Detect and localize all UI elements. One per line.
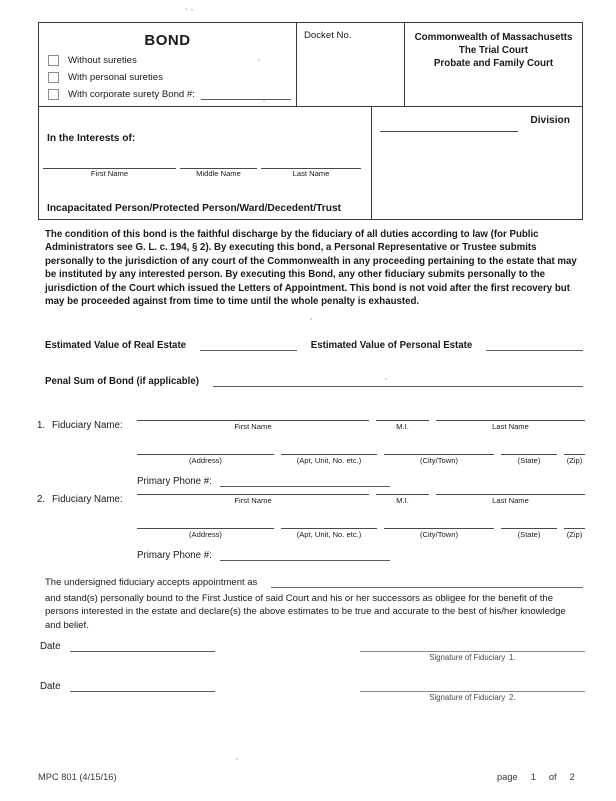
court-line-commonwealth: Commonwealth of Massachusetts [414, 32, 573, 43]
checkbox-row-with-corporate-surety[interactable] [48, 89, 296, 100]
signature-input-2[interactable] [360, 680, 585, 692]
scan-speckle [185, 8, 187, 10]
appointment-capacity-input[interactable] [271, 576, 583, 588]
checkbox-label-without-sureties: Without sureties [68, 55, 137, 66]
fiduciary-1-caption-zip: (Zip) [566, 456, 583, 465]
estimated-personal-estate-input[interactable] [486, 339, 583, 351]
fiduciary-1-name-label: Fiduciary Name: [52, 420, 123, 431]
signature-caption-text-2: Signature of Fiduciary [429, 693, 506, 702]
checkbox-with-personal-sureties[interactable] [48, 72, 59, 83]
division-label: Division [530, 115, 570, 126]
undersigned-body-text: and stand(s) personally bound to the First Justice of said Court and his or her successors as obligee for the benefit of the persons interested in the estate and declare(s) the above estimates to be true and accurate to the best of his/her knowledge and belief. [45, 593, 566, 631]
fiduciary-1-number: 1. [37, 420, 46, 431]
fiduciary-2-name-label: Fiduciary Name: [52, 494, 123, 505]
fiduciary-2-address-row [37, 517, 585, 539]
checkbox-without-sureties[interactable] [48, 55, 59, 66]
fiduciary-1-middle-initial-input[interactable] [376, 409, 429, 421]
caption-last-name: Last Name [292, 169, 330, 178]
header-top-row [39, 23, 582, 107]
in-the-interests-of-cell [39, 107, 372, 219]
fiduciary-1-first-name-input[interactable] [137, 409, 369, 421]
fiduciary-1-city-input[interactable] [384, 443, 494, 455]
checkbox-label-with-personal-sureties: With personal sureties [68, 72, 163, 83]
fiduciary-2-first-name-input[interactable] [137, 483, 369, 495]
signature-caption-text-1: Signature of Fiduciary [429, 653, 506, 662]
division-cell [372, 107, 582, 219]
fiduciary-2-apt-input[interactable] [281, 517, 377, 529]
caption-middle-name: Middle Name [196, 169, 241, 178]
signature-caption-number-2: 2. [509, 693, 516, 702]
checkbox-with-corporate-surety[interactable] [48, 89, 59, 100]
fiduciary-2-name-row [37, 483, 585, 505]
signature-block-2 [40, 680, 585, 702]
appointment-capacity-row [45, 576, 583, 588]
fiduciary-2-zip-input[interactable] [564, 517, 585, 529]
court-identification-cell [405, 23, 582, 106]
bond-type-cell [39, 23, 297, 106]
fiduciary-1-last-name-input[interactable] [436, 409, 585, 421]
fiduciary-2-middle-initial-input[interactable] [376, 483, 429, 495]
form-header-table [38, 22, 583, 220]
scan-speckle [191, 9, 193, 11]
subject-name-captions [43, 169, 363, 178]
fiduciary-2-caption-middle-initial: M.I. [396, 496, 409, 505]
docket-number-label: Docket No. [304, 30, 352, 41]
fiduciary-1-caption-city: (City/Town) [420, 456, 458, 465]
page-title: BOND [144, 32, 191, 49]
fiduciary-2-phone-row [37, 549, 585, 561]
date-input-1[interactable] [70, 640, 215, 652]
scan-speckle [310, 318, 312, 320]
bond-condition-paragraph: The condition of this bond is the faithful discharge by the fiduciary of all duties according to law (for Public Administrators see G. L. c. 194, § 2). By executing this bond, a Personal Representative or Trustee submits personally to the jurisdiction of any court of the Commonwealth in any proceeding pertaining to the estate that may be instituted by any interested person. By executing this Bond, any other fiduciary submits personally to the jurisdiction of the Court which issued the Letters of Appointment. This bond is not void after the first recovery but may be proceeded against from time to time until the whole penalty is exhausted. [45, 229, 577, 308]
checkbox-row-without-sureties[interactable] [48, 55, 296, 66]
fiduciary-2-caption-state: (State) [517, 530, 541, 539]
court-line-trial-court: The Trial Court [458, 45, 529, 56]
fiduciary-2-phone-label: Primary Phone #: [137, 550, 212, 561]
fiduciary-2-caption-zip: (Zip) [566, 530, 583, 539]
fiduciary-2-caption-apt: (Apt, Unit, No. etc.) [296, 530, 362, 539]
estimated-real-estate-label: Estimated Value of Real Estate [45, 340, 187, 351]
scan-speckle [236, 758, 238, 760]
fiduciary-2-last-name-input[interactable] [436, 483, 585, 495]
page-number: 1 [530, 772, 536, 782]
court-line-probate-family: Probate and Family Court [433, 58, 554, 69]
checkbox-label-with-corporate-surety: With corporate surety Bond #: [68, 89, 195, 100]
fiduciary-1-caption-address: (Address) [189, 456, 222, 465]
signature-caption-1 [360, 653, 585, 662]
fiduciary-1-zip-input[interactable] [564, 443, 585, 455]
undersigned-acceptance-section [45, 576, 583, 632]
fiduciary-1-caption-first-name: First Name [234, 422, 272, 431]
page-word: page [497, 772, 518, 782]
fiduciary-1-phone-label: Primary Phone #: [137, 476, 212, 487]
subject-role-line: Incapacitated Person/Protected Person/Ward/Decedent/Trust [47, 203, 342, 214]
penal-sum-input[interactable] [213, 375, 583, 387]
fiduciary-2-city-input[interactable] [384, 517, 494, 529]
penal-sum-row [45, 375, 583, 387]
date-input-2[interactable] [70, 680, 215, 692]
page-indicator [497, 772, 575, 782]
fiduciary-1-caption-apt: (Apt, Unit, No. etc.) [296, 456, 362, 465]
caption-first-name: First Name [90, 169, 129, 178]
appointment-lead-in-text: The undersigned fiduciary accepts appointment as [45, 577, 258, 588]
in-the-interests-of-label: In the Interests of: [47, 133, 136, 144]
fiduciary-1-state-input[interactable] [501, 443, 557, 455]
signature-row-2 [40, 680, 585, 692]
signature-caption-number-1: 1. [509, 653, 516, 662]
fiduciary-1-name-row [37, 409, 585, 431]
fiduciary-2-phone-input[interactable] [220, 549, 390, 561]
fiduciary-2-state-input[interactable] [501, 517, 557, 529]
signature-block-1 [40, 640, 585, 662]
fiduciary-1-caption-middle-initial: M.I. [396, 422, 409, 431]
signature-row-1 [40, 640, 585, 652]
fiduciary-2-caption-city: (City/Town) [420, 530, 458, 539]
checkbox-row-with-personal-sureties[interactable] [48, 72, 296, 83]
fiduciary-block-2 [37, 483, 585, 561]
date-label-1: Date [40, 641, 61, 652]
header-bottom-row [39, 107, 582, 219]
fiduciary-block-1 [37, 409, 585, 487]
division-input[interactable] [380, 131, 518, 132]
of-word: of [548, 772, 557, 782]
fiduciary-2-caption-first-name: First Name [234, 496, 272, 505]
date-label-2: Date [40, 681, 61, 692]
estimated-personal-estate-label: Estimated Value of Personal Estate [310, 340, 473, 351]
fiduciary-2-caption-address: (Address) [189, 530, 222, 539]
form-code: MPC 801 (4/15/16) [38, 772, 117, 782]
bond-number-input[interactable] [201, 90, 291, 100]
estimated-real-estate-input[interactable] [200, 339, 297, 351]
fiduciary-1-address-input[interactable] [137, 443, 274, 455]
docket-number-cell[interactable] [297, 23, 405, 106]
signature-input-1[interactable] [360, 640, 585, 652]
penal-sum-label: Penal Sum of Bond (if applicable) [45, 376, 199, 387]
signature-caption-2 [360, 693, 585, 702]
fiduciary-1-apt-input[interactable] [281, 443, 377, 455]
fiduciary-1-address-row [37, 443, 585, 465]
fiduciary-1-caption-last-name: Last Name [492, 422, 529, 431]
fiduciary-1-caption-state: (State) [517, 456, 541, 465]
fiduciary-2-caption-last-name: Last Name [492, 496, 529, 505]
estimated-values-row [45, 339, 583, 351]
fiduciary-2-number: 2. [37, 494, 46, 505]
total-pages: 2 [569, 772, 575, 782]
fiduciary-2-address-input[interactable] [137, 517, 274, 529]
